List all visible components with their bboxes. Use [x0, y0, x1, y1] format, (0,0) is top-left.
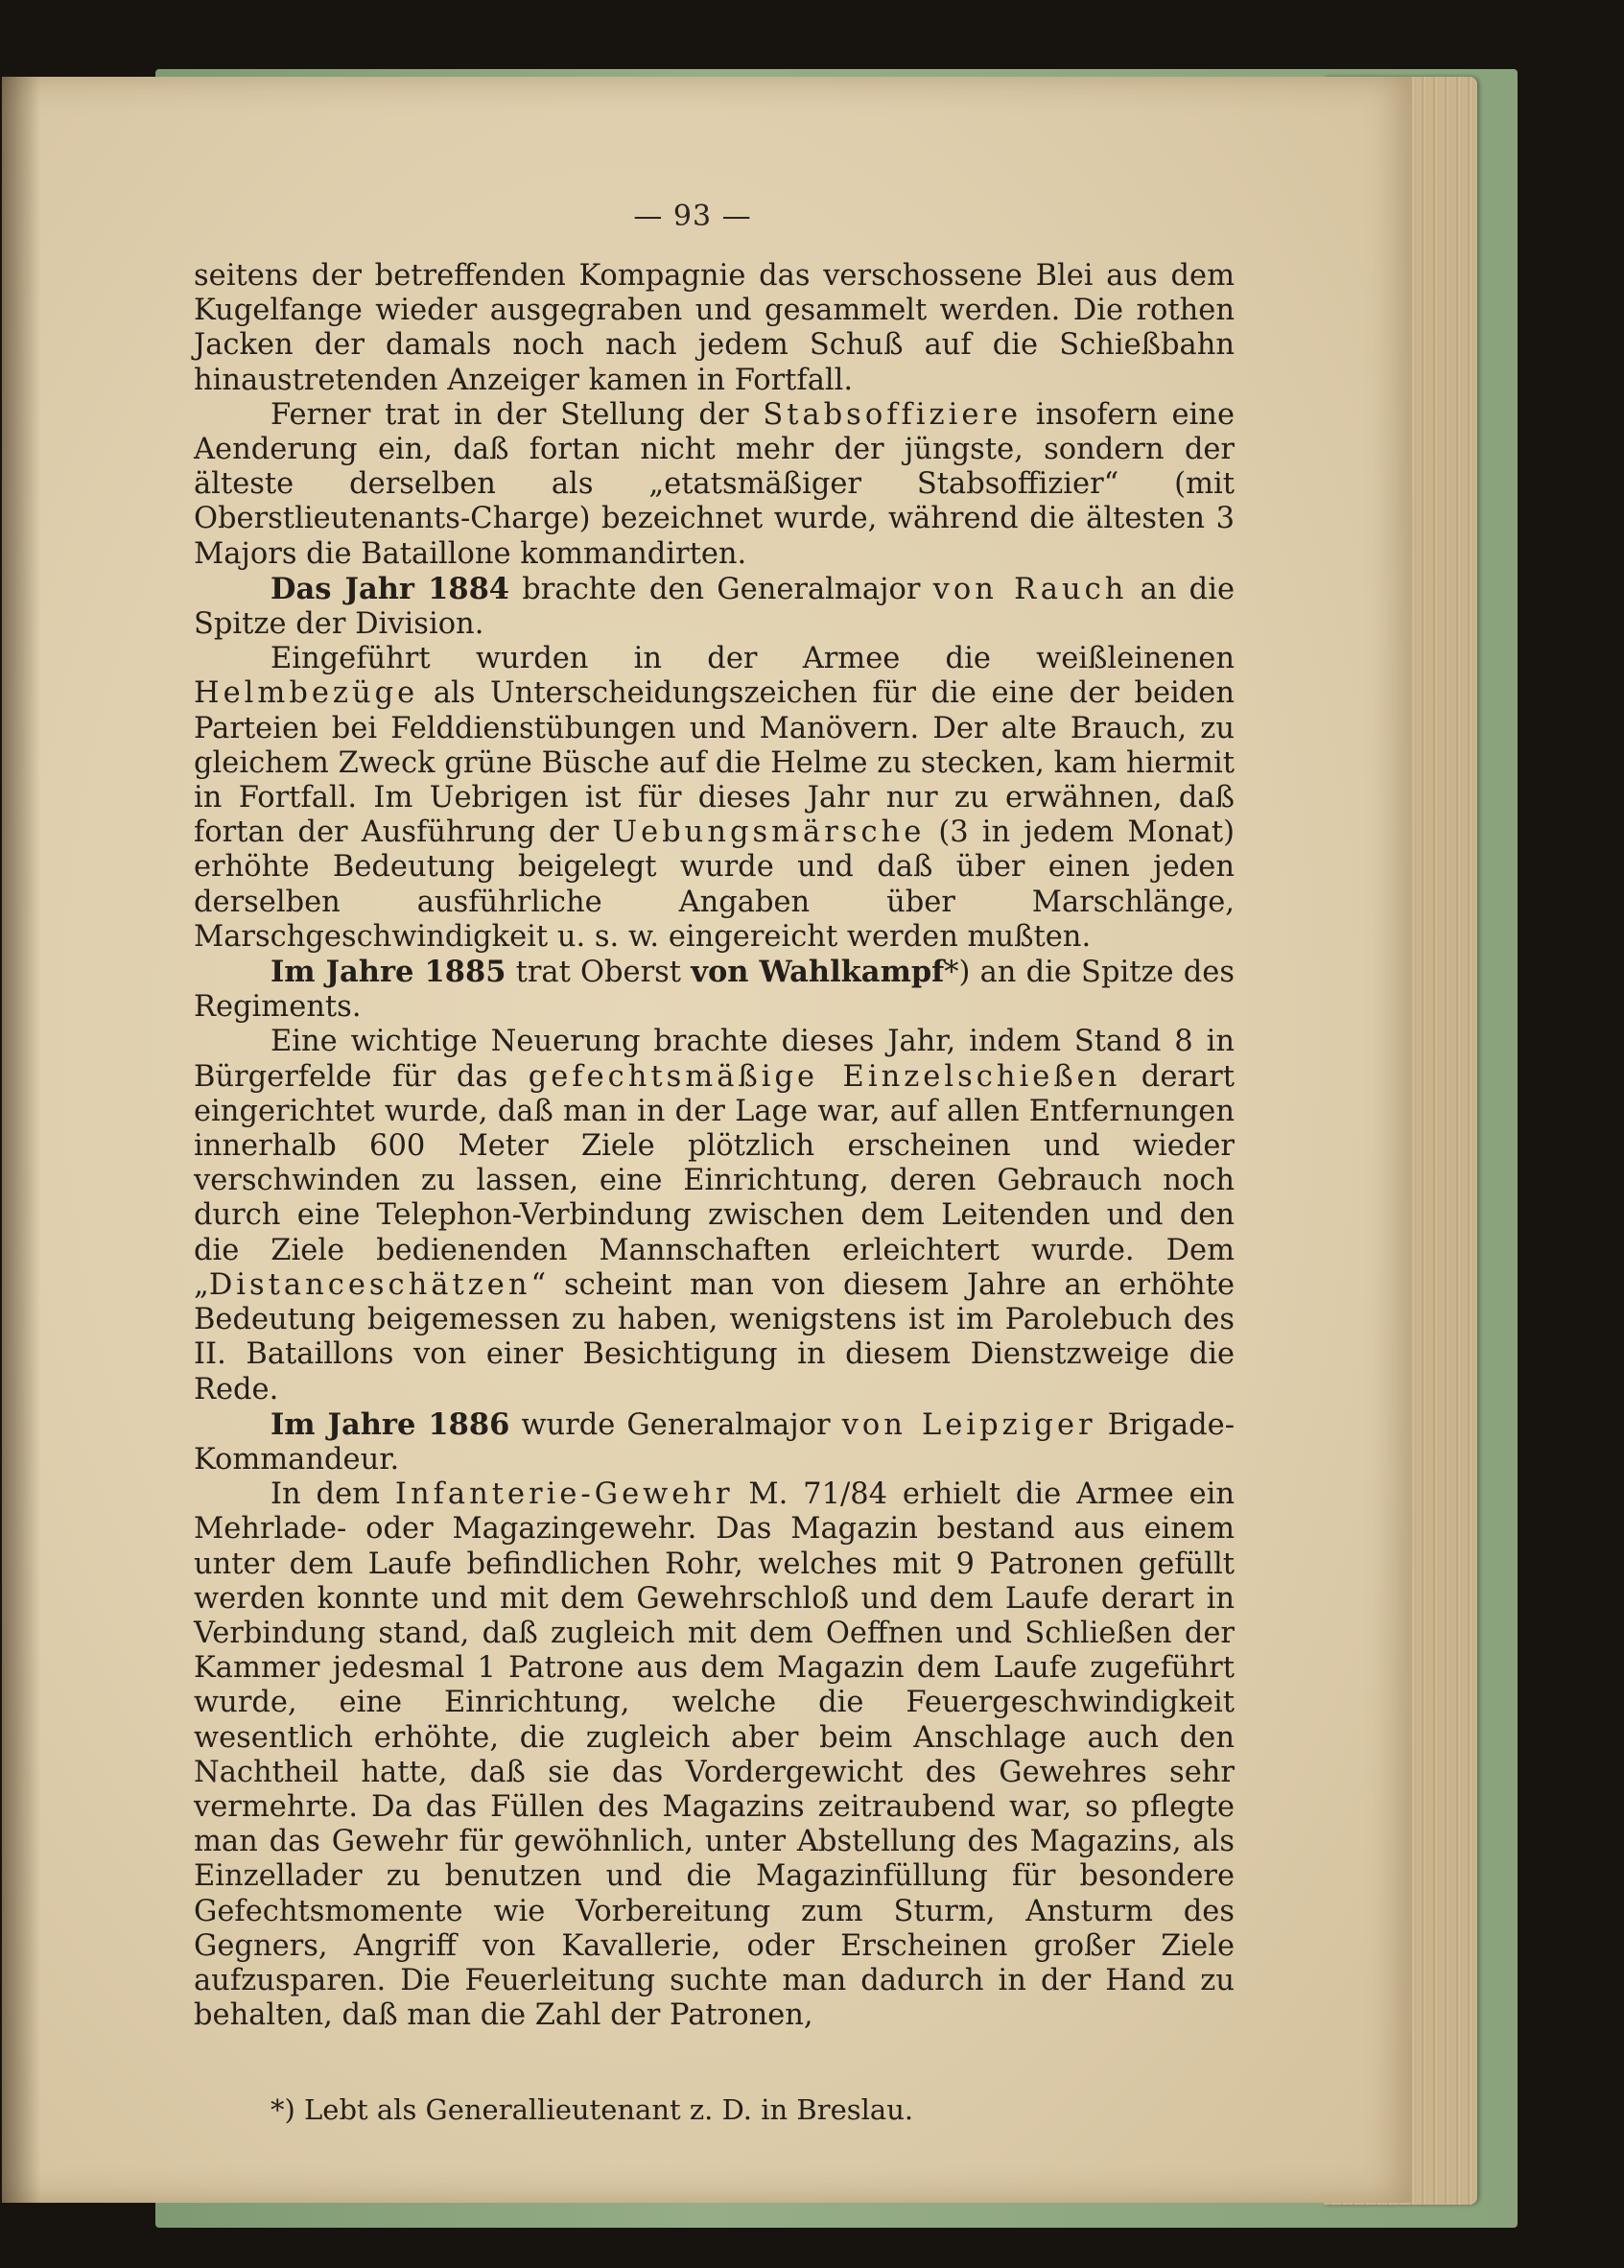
- text-run: an die Spitze der Division.: [194, 572, 1236, 642]
- emphasis-spaced: Uebungsmärsche: [612, 815, 926, 850]
- page-number: — 93 —: [633, 200, 752, 233]
- page-gutter-shadow: [2, 77, 40, 2203]
- paragraph: [194, 1025, 1235, 1406]
- text-run: Ferner trat in der Stellung der: [271, 397, 764, 432]
- emphasis-bold: Im Jahre 1885: [271, 955, 506, 990]
- text-run: M. 71/84 erhielt die Armee ein Mehrlade- oder Magazingewehr. Das Magazin bestand aus einem unter dem Laufe befindlichen Rohr, welches mit 9 Patronen gefüllt werden konnte und mit dem Gewehrschloß und dem Laufe derart in Verbindung stand, daß zugleich mit dem Oeffnen und Schließen der Kammer jedesmal 1 Patrone aus dem Magazin dem Laufe zugeführt wurde, eine Einrichtung, welche die Feuergeschwindigkeit wesentlich erhöhte, die zugleich aber beim Anschlage auch den Nachtheil hatte, daß sie das Vordergewicht des Gewehres sehr vermehrte. Da das Füllen des Magazins zeitraubend war, so pflegte man das Gewehr für gewöhnlich, unter Abstellung des Magazins, als Einzellader zu benutzen und die Magazinfüllung für besondere Gefechtsmomente wie Vorbereitung zum Sturm, Ansturm des Gegners, Angriff von Kavallerie, oder Erscheinen großer Ziele aufzusparen. Die Feuerleitung suchte man dadurch in der Hand zu behalten, daß man die Zahl der Patronen,: [194, 1477, 1236, 2033]
- text-run: Eingeführt wurden in der Armee die weißleinenen: [271, 642, 1235, 676]
- emphasis-spaced: Infanterie-Gewehr: [394, 1477, 734, 1512]
- body-text: [194, 259, 1235, 2033]
- emphasis-spaced: Stabsoffiziere: [763, 397, 1023, 432]
- text-run: Brigade-Kommandeur.: [194, 1407, 1236, 1477]
- emphasis-spaced: von Leipziger: [841, 1407, 1096, 1442]
- paragraph: [194, 259, 1235, 398]
- text-run: trat Oberst: [506, 956, 692, 990]
- emphasis-spaced: gefechtsmäßige Einzelschießen: [528, 1059, 1121, 1094]
- paragraph: [194, 1477, 1235, 2033]
- emphasis-bold: Das Jahr 1884: [271, 571, 510, 606]
- text-run: Eine wichtige Neuerung brachte dieses Jahr, indem Stand 8 in Bürgerfelde für das: [194, 1025, 1235, 1094]
- emphasis-bold: von Wahlkampf: [691, 955, 945, 990]
- emphasis-spaced: Helmbezüge: [194, 676, 419, 711]
- book-page: [2, 77, 1412, 2203]
- text-run: derart eingerichtet wurde, daß man in der Lage war, auf allen Entfernungen innerhalb 600 Meter Ziele plötzlich erscheinen und wieder verschwinden zu lassen, eine Einrichtung, deren Gebrauch noch durch eine Telephon-Verbindung zwischen dem Leitenden und den die Ziele bedienenden Mannschaften erleichtert wurde. Dem „: [194, 1059, 1235, 1302]
- paragraph: [194, 398, 1235, 572]
- emphasis-spaced: Distanceschätzen: [208, 1267, 531, 1302]
- emphasis-spaced: von Rauch: [932, 572, 1128, 606]
- text-run: brachte den Generalmajor: [509, 572, 933, 606]
- text-run: In dem: [271, 1477, 395, 1512]
- emphasis-bold: Im Jahre 1886: [271, 1406, 510, 1442]
- text-run: (3 in jedem Monat) erhöhte Bedeutung beigelegt wurde und daß über einen jeden derselben ausführliche Angaben über Marschlänge, Marschgeschwindigkeit u. s. w. eingereicht werden mußten.: [194, 815, 1235, 954]
- paragraph: [194, 572, 1235, 642]
- text-run: “ scheint man von diesem Jahre an erhöhte Bedeutung beigemessen zu haben, wenigstens ist im Parolebuch des II. Bataillons von einer Besichtigung in diesem Dienstzweige die Rede.: [194, 1267, 1235, 1406]
- text-run: wurde Generalmajor: [509, 1407, 842, 1442]
- text-run: als Unterscheidungszeichen für die eine der beiden Parteien bei Felddienstübungen und Manövern. Der alte Brauch, zu gleichem Zweck grüne Büsche auf die Helme zu stecken, kam hiermit in Fortfall. Im Uebrigen ist für dieses Jahr nur zu erwähnen, daß fortan der Ausführung der: [194, 676, 1235, 850]
- text-run: seitens der betreffenden Kompagnie das verschossene Blei aus dem Kugelfange wieder ausgegraben und gesammelt werden. Die rothen Jacken der damals noch nach jedem Schuß auf die Schießbahn hinaustretenden Anzeiger kamen in Fortfall.: [194, 259, 1235, 397]
- paragraph: [194, 1407, 1235, 1477]
- text-run: insofern eine Aenderung ein, daß fortan nicht mehr der jüngste, sondern der älteste derselben als „etatsmäßiger Stabsoffizier“ (mit Oberstlieutenants-Charge) bezeichnet wurde, während die ältesten 3 Majors die Bataillone kommandirten.: [194, 397, 1235, 571]
- paragraph: [194, 955, 1235, 1025]
- footnote: *) Lebt als Generallieutenant z. D. in Breslau.: [271, 2093, 914, 2126]
- paragraph: [194, 642, 1235, 955]
- text-run: *) an die Spitze des Regiments.: [194, 956, 1235, 1025]
